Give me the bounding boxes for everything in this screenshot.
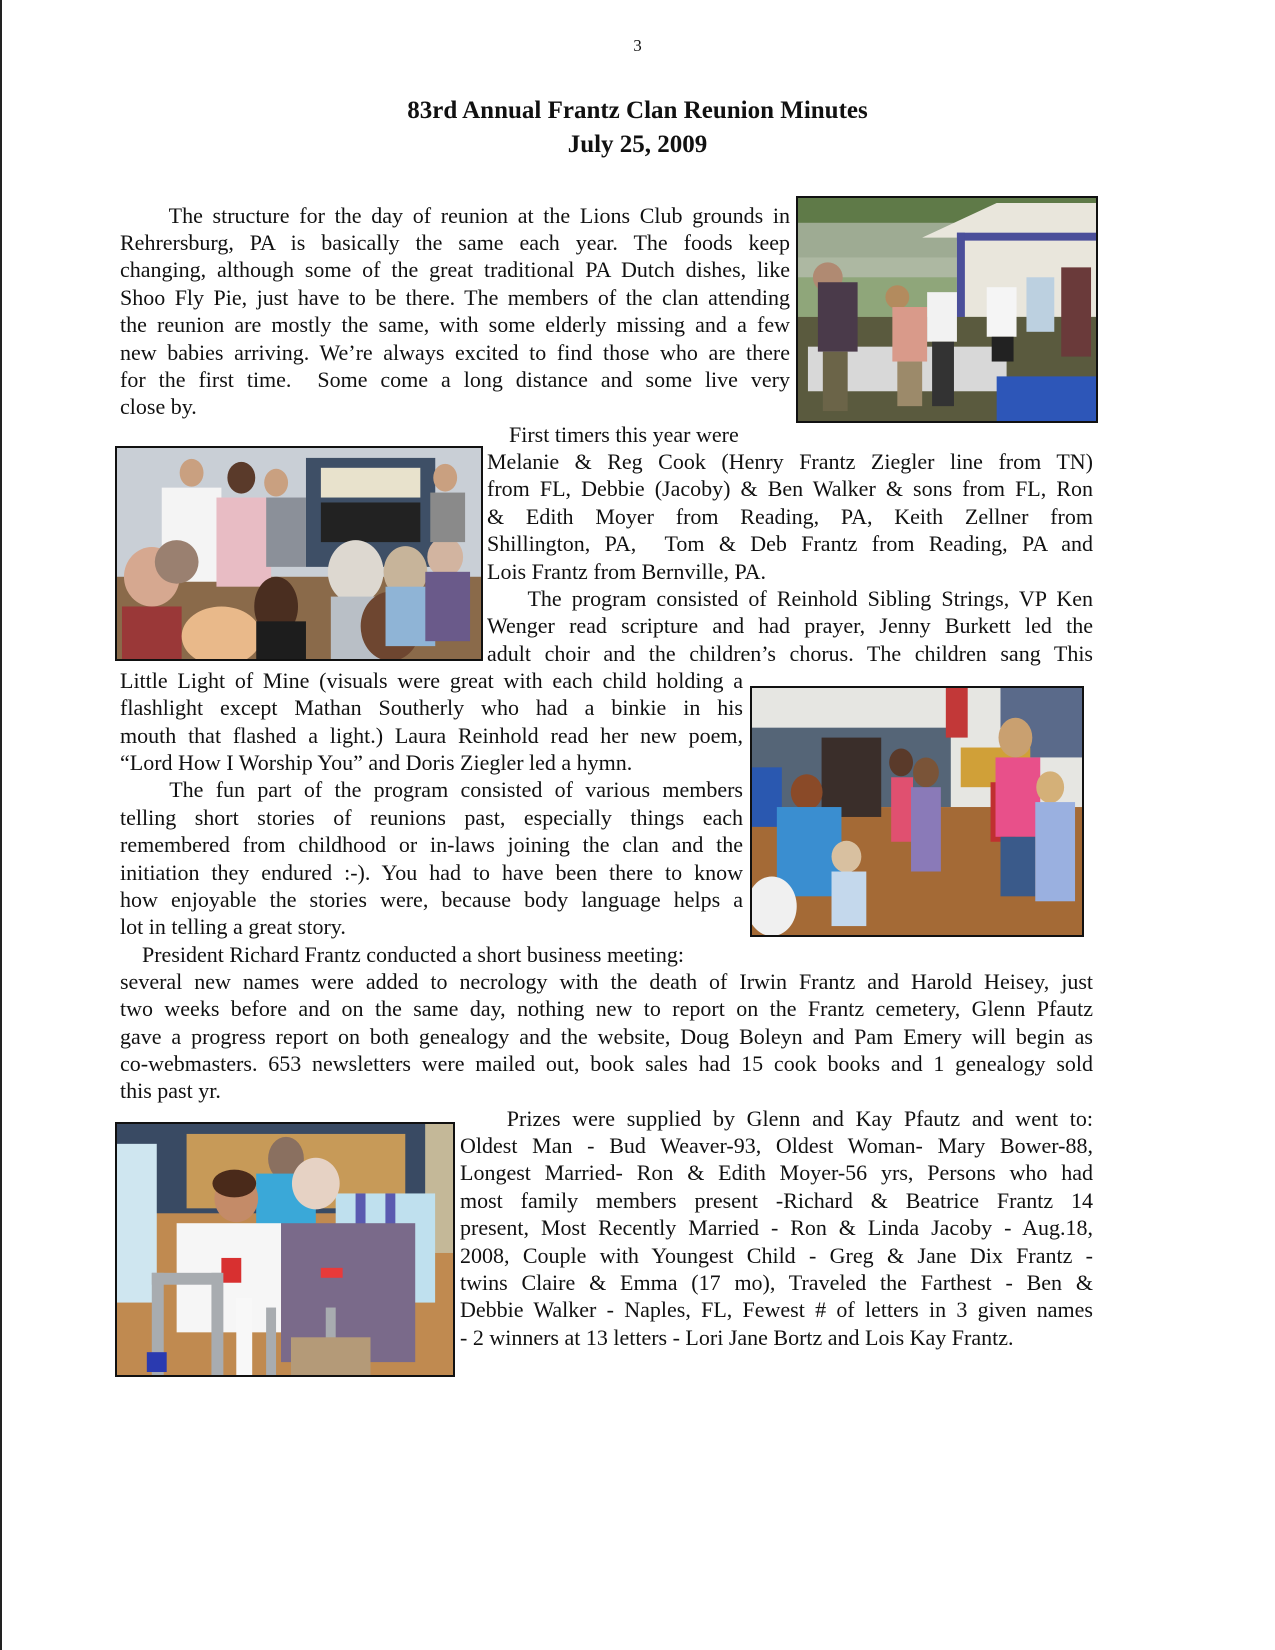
text-line: Rehrersburg, PA is basically the same each year. The foods keep [120,230,790,255]
text-line: Oldest Man - Bud Weaver-93, Oldest Woman- Mary Bower-88, [460,1133,1093,1158]
photo-elderly-man-walker [115,1122,455,1377]
text-line: The fun part of the program consisted of various members [120,777,743,802]
text-line: most family members present -Richard & Beatrice Frantz 14 [460,1188,1093,1213]
text-line: lot in telling a great story. [120,914,346,939]
text-line: from FL, Debbie (Jacoby) & Ben Walker & sons from FL, Ron [487,476,1093,501]
text-line: mouth that flashed a light.) Laura Reinhold read her new poem, [120,723,743,748]
text-line: The structure for the day of reunion at the Lions Club grounds in [120,203,790,228]
text-line: Wenger read scripture and had prayer, Jenny Burkett led the [487,613,1093,638]
text-line: twins Claire & Emma (17 mo), Traveled the Farthest - Ben & [460,1270,1093,1295]
text-line: two weeks before and on the same day, nothing new to report on the Frantz cemetery, Glenn Pfautz [120,996,1093,1021]
text-line: remembered from childhood or in-laws joining the clan and the [120,832,743,857]
photo-audience [115,446,483,661]
document-title: 83rd Annual Frantz Clan Reunion Minutes [407,97,868,124]
text-line: Debbie Walker - Naples, FL, Fewest # of letters in 3 given names [460,1297,1093,1322]
text-line: present, Most Recently Married - Ron & Linda Jacoby - Aug.18, [460,1215,1093,1240]
text-line: adult choir and the children’s chorus. The children sang This [487,641,1093,666]
text-line: this past yr. [120,1078,221,1103]
text-line: & Edith Moyer from Reading, PA, Keith Zellner from [487,504,1093,529]
text-line: Lois Frantz from Bernville, PA. [487,559,767,584]
text-line: “Lord How I Worship You” and Doris Ziegler led a hymn. [120,750,633,775]
text-line: President Richard Frantz conducted a short business meeting: [120,942,684,967]
photo-outdoor-buffet [796,196,1098,423]
text-line: 2008, Couple with Youngest Child - Greg & Jane Dix Frantz - [460,1243,1093,1268]
text-line: the reunion are mostly the same, with some elderly missing and a few [120,312,790,337]
text-line: Longest Married- Ron & Edith Moyer-56 yrs, Persons who had [460,1160,1093,1185]
photo-children-singing [750,686,1084,937]
text-line: several new names were added to necrology with the death of Irwin Frantz and Harold Heisey, just [120,969,1093,994]
text-line: Shoo Fly Pie, just have to be there. The members of the clan attending [120,285,790,310]
text-line: Little Light of Mine (visuals were great with each child holding a [120,668,743,693]
page-left-border [0,0,2,1650]
text-line: gave a progress report on both genealogy and the website, Doug Boleyn and Pam Emery will begin as [120,1024,1093,1049]
text-line: The program consisted of Reinhold Sibling Strings, VP Ken [487,586,1093,611]
text-line: how enjoyable the stories were, because body language helps a [120,887,743,912]
text-line: Prizes were supplied by Glenn and Kay Pfautz and went to: [460,1106,1093,1131]
text-line: for the first time. Some come a long distance and some live very [120,367,790,392]
text-line: Melanie & Reg Cook (Henry Frantz Ziegler line from TN) [487,449,1093,474]
text-line: flashlight except Mathan Southerly who had a binkie in his [120,695,743,720]
text-line: initiation they endured :-). You had to have been there to know [120,860,743,885]
page-number: 3 [633,36,642,55]
text-line: - 2 winners at 13 letters - Lori Jane Bortz and Lois Kay Frantz. [460,1325,1014,1350]
text-line: Shillington, PA, Tom & Deb Frantz from Reading, PA and [487,531,1093,556]
text-line: new babies arriving. We’re always excited to find those who are there [120,340,790,365]
text-line: First timers this year were [487,422,739,447]
text-line: telling short stories of reunions past, especially things each [120,805,743,830]
text-line: changing, although some of the great traditional PA Dutch dishes, like [120,257,790,282]
document-date: July 25, 2009 [567,131,708,158]
text-line: close by. [120,394,197,419]
text-line: co-webmasters. 653 newsletters were mailed out, book sales had 15 cook books and 1 genealogy sold [120,1051,1093,1076]
